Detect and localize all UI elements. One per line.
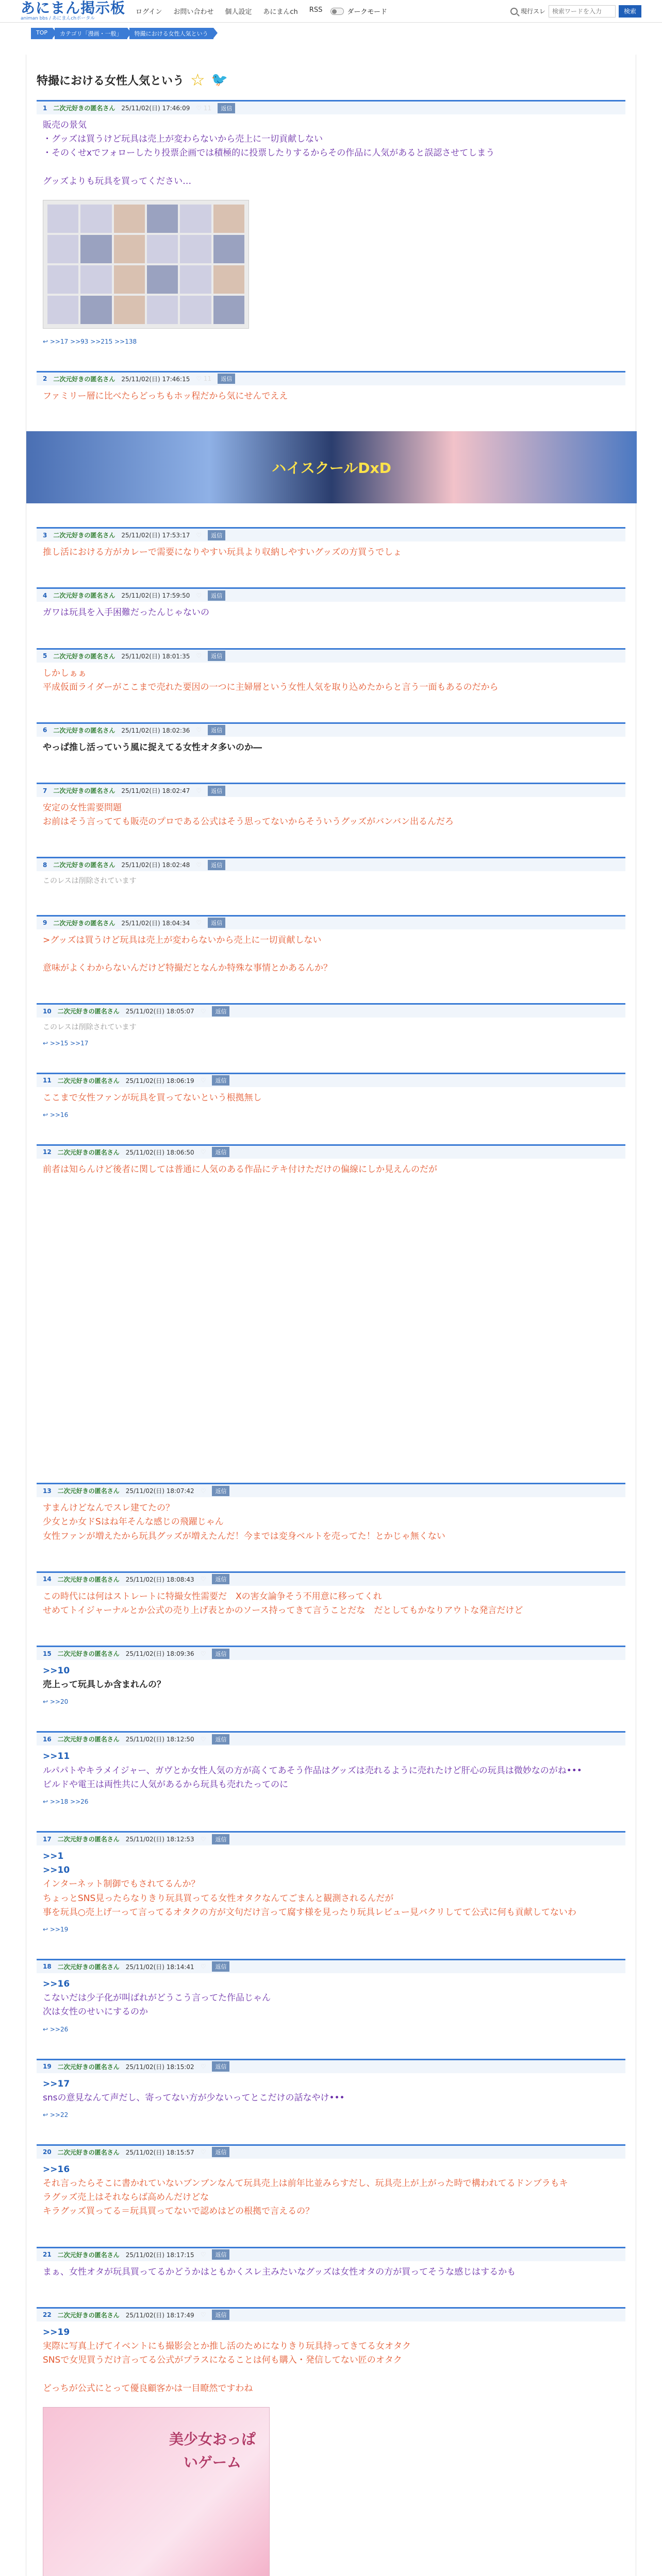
post-header (37, 1731, 625, 1745)
post-header (37, 915, 625, 929)
post-header (37, 1646, 625, 1660)
post-body (37, 1973, 625, 2024)
reply-links[interactable]: ↩ >>26 (43, 2025, 69, 2033)
post-text-line: このレスは削除されています (43, 1023, 137, 1032)
post-text-line: ・そのくせxでフォローしたり投票企画では積極的に投票したりするからその作品に人気があると誤認させてしまう (43, 148, 495, 159)
post-number[interactable]: 15 (43, 1650, 52, 1657)
post (37, 371, 625, 408)
post-body (37, 1660, 625, 1696)
post-text-line: どっちが公式にとって優良顧客かは一目瞭然ですわね (43, 2383, 253, 2394)
search-area (510, 5, 641, 18)
reply-links[interactable]: ↩ >>16 (43, 1111, 69, 1118)
post-text-line: それ言ったらそこに書かれていないブンブンなんて玩具売上は前年比並みらすだし、玩具売上が上がった時で構われてるドンブラもキ (43, 2178, 568, 2189)
post-number[interactable]: 14 (43, 1575, 52, 1583)
nav-settings[interactable]: 個人設定 (225, 8, 252, 16)
post-header (37, 2144, 625, 2159)
post-header (37, 722, 625, 737)
post-date: 25/11/02(日) 18:08:43 (125, 1575, 194, 1583)
post-author: 二次元好きの匿名さん (53, 726, 115, 734)
goods-item (80, 205, 111, 233)
like-icon[interactable]: ♡ (200, 2311, 206, 2319)
nav-contact[interactable]: お問い合わせ (173, 8, 214, 16)
post-number[interactable]: 7 (43, 787, 47, 794)
like-icon[interactable]: ♡ (200, 1835, 206, 1843)
goods-item (180, 235, 211, 263)
post-header (37, 857, 625, 871)
post-body (37, 385, 625, 408)
nav-login[interactable]: ログイン (136, 8, 162, 16)
post-header (37, 371, 625, 385)
post-text-line: 安定の女性需要問題 (43, 803, 122, 814)
goods-item (47, 205, 78, 233)
post-text-line: 販売の景気 (43, 120, 87, 130)
post-text-line: キラグッズ買ってる＝玩具買ってないで認めはどの根拠で言えるの？ (43, 2206, 315, 2217)
like-icon[interactable]: ♡ (200, 1007, 206, 1015)
post (37, 1731, 625, 1807)
post-date: 25/11/02(日) 17:46:15 (121, 375, 190, 383)
post-text-line: ビルドや電王は両性共に人気があるから玩具も売れたってのに (43, 1779, 288, 1790)
post-header (37, 2247, 625, 2261)
goods-item (114, 205, 145, 233)
goods-item (180, 205, 211, 233)
post-author: 二次元好きの匿名さん (53, 592, 115, 600)
reply-button[interactable]: 返信 (212, 1006, 229, 1016)
like-icon[interactable]: ♡ (200, 1963, 206, 1971)
post-date: 25/11/02(日) 17:53:17 (121, 532, 190, 539)
nav-animanch[interactable]: あにまんch (263, 8, 298, 16)
post (37, 1483, 625, 1548)
post (37, 722, 625, 759)
reply-button[interactable]: 返信 (212, 1961, 229, 1972)
logo-subtext: animan bbs / あにまんchポータル (21, 16, 95, 21)
post-text-line: すまんけどなんでスレ建てたの？ (43, 1503, 174, 1514)
reply-anchor[interactable]: >>11 (43, 1751, 70, 1762)
post-text-line: お前はそう言ってても販売のプロである公式はそう思ってないからそういうグッズがバンバン出るんだろ (43, 817, 454, 827)
dark-mode-toggle[interactable] (330, 6, 387, 16)
post-number[interactable]: 16 (43, 1735, 52, 1743)
post-number[interactable]: 20 (43, 2148, 52, 2156)
post (37, 527, 625, 564)
goods-item (47, 235, 78, 263)
search-input[interactable] (549, 5, 616, 18)
like-icon[interactable]: ♡ (200, 1575, 206, 1583)
post-date: 25/11/02(日) 17:46:09 (121, 105, 190, 112)
reply-links[interactable]: ↩ >>18 >>26 (43, 1798, 89, 1806)
reply-button[interactable]: 返信 (212, 2249, 229, 2260)
post-number[interactable]: 12 (43, 1148, 52, 1156)
like-icon[interactable]: ♡ (200, 1735, 206, 1743)
content-spacer (37, 1205, 625, 1483)
reply-button[interactable]: 返信 (218, 374, 235, 384)
post-header (37, 1571, 625, 1586)
goods-item (80, 235, 111, 263)
post-number[interactable]: 8 (43, 861, 47, 869)
post-date: 25/11/02(日) 18:02:47 (121, 787, 190, 795)
post-number[interactable]: 6 (43, 726, 47, 734)
post-text-line: 前者は知らんけど後者に関しては普通に人気のある作品にテキ付けただけの偏線にしか見えんのだが (43, 1164, 437, 1175)
reply-button[interactable]: 返信 (218, 103, 235, 113)
post-text-line: インターネット制御でもされてるんか？ (43, 1879, 200, 1890)
post-text-line: 次は女性のせいにするのか (43, 2007, 148, 2018)
post-text-line (43, 2367, 619, 2381)
goods-item (80, 265, 111, 294)
post (37, 1571, 625, 1622)
like-icon[interactable]: ♡ (200, 2063, 206, 2071)
post-body (37, 541, 625, 564)
reply-button[interactable]: 返信 (208, 651, 225, 661)
post-header (37, 1483, 625, 1497)
post (37, 1144, 625, 1181)
reply-button[interactable]: 返信 (208, 725, 225, 735)
post-date: 25/11/02(日) 17:59:50 (121, 592, 190, 600)
reply-anchor[interactable]: >>10 (43, 1666, 70, 1676)
post-date: 25/11/02(日) 18:02:48 (121, 861, 190, 869)
goods-item (213, 296, 244, 324)
post-text-line: やっぱ推し活っていう風に捉えてる女性オタ多いのか― (43, 742, 262, 753)
post-header (37, 783, 625, 797)
like-icon[interactable]: ♡ (200, 1650, 206, 1657)
like-icon[interactable]: ♡ (200, 1077, 206, 1084)
goods-item (47, 265, 78, 294)
post-number[interactable]: 5 (43, 652, 47, 659)
post-text-line: 推し活における方がカレーで需要になりやすい玩具より収納しやすいグッズの方買うでしょ (43, 547, 402, 558)
top-nav (136, 6, 322, 16)
post-author: 二次元好きの匿名さん (53, 861, 115, 869)
post-body (37, 929, 625, 980)
post-number[interactable]: 18 (43, 1963, 52, 1971)
post-author: 二次元好きの匿名さん (57, 1650, 120, 1658)
post-text-line: ちょっとSNS見ったらなりきり玩具買ってる女性オタクなんてごまんと観測されるんだが (43, 1893, 394, 1904)
post-author: 二次元好きの匿名さん (57, 1008, 120, 1015)
post (37, 2247, 625, 2283)
post-body (37, 1497, 625, 1548)
reply-button[interactable]: 返信 (208, 918, 225, 928)
post-text-line: ルパパトやキラメイジャー、ガヴとか女性人気の方が高くてあそう作品はグッズは売れるように売れたけど肝心の玩具は微妙なのがね••• (43, 1765, 582, 1776)
reply-button[interactable]: 返信 (212, 1574, 229, 1584)
post-body (37, 1586, 625, 1622)
goods-item (80, 296, 111, 324)
post-date: 25/11/02(日) 18:09:36 (125, 1650, 194, 1658)
reply-button[interactable]: 返信 (208, 860, 225, 870)
post-number[interactable]: 2 (43, 375, 47, 383)
post (37, 1646, 625, 1707)
goods-item (213, 235, 244, 263)
post (37, 2059, 625, 2121)
post-date: 25/11/02(日) 18:15:02 (125, 2063, 194, 2071)
reply-button[interactable]: 返信 (212, 2147, 229, 2157)
post-author: 二次元好きの匿名さん (53, 105, 115, 112)
post-text-line: ラグッズ売上はそれならば高めんだけどな (43, 2192, 209, 2203)
ad-banner[interactable] (26, 431, 637, 503)
post-text-line: ここまで女性ファンが玩具を買ってないという根拠無し (43, 1092, 262, 1103)
post-text-line: 売上って玩具しか含まれんの？ (43, 1680, 166, 1690)
post-header (37, 1959, 625, 1973)
search-icon (510, 8, 518, 15)
post-author: 二次元好きの匿名さん (53, 532, 115, 539)
reply-button[interactable]: 返信 (208, 590, 225, 601)
post-body (37, 602, 625, 624)
post-text-line: snsの意見なんて声だし、寄ってない方が少ないってとこだけの話なやけ••• (43, 2092, 345, 2103)
goods-photo[interactable] (43, 200, 249, 329)
post-text-line: この時代には何はストレートに特撮女性需要だ Xの害女論争そう不用意に移ってくれ (43, 1591, 382, 1602)
post-header (37, 1831, 625, 1845)
reply-anchor[interactable]: >>17 (43, 2078, 70, 2089)
post-author: 二次元好きの匿名さん (53, 375, 115, 383)
like-icon[interactable]: ♡ 11 (196, 375, 212, 383)
goods-item (147, 205, 178, 233)
reply-anchor[interactable]: >>19 (43, 2327, 70, 2337)
goods-item (180, 265, 211, 294)
post-text-line (43, 161, 619, 175)
reply-anchor[interactable]: >>10 (43, 1865, 70, 1876)
post (37, 1959, 625, 2035)
ad-image[interactable] (43, 2407, 270, 2576)
like-icon[interactable]: ♡ (200, 1487, 206, 1495)
breadcrumb-top[interactable]: TOP (31, 28, 53, 39)
post (37, 2144, 625, 2223)
post-body (37, 797, 625, 833)
post-date: 25/11/02(日) 18:07:42 (125, 1487, 194, 1495)
goods-item (213, 205, 244, 233)
post-date: 25/11/02(日) 18:14:41 (125, 1963, 194, 1971)
like-icon[interactable]: ♡ (196, 652, 202, 659)
reply-anchor[interactable]: >>16 (43, 2164, 70, 2175)
post-author: 二次元好きの匿名さん (57, 1736, 120, 1743)
post-header (37, 1073, 625, 1087)
post-body (37, 1845, 625, 1924)
post-date: 25/11/02(日) 18:05:07 (125, 1008, 194, 1015)
post-text-line: こないだは少子化が叫ばれがどうこう言ってた作品じゃん (43, 1993, 271, 2004)
post-list (37, 100, 625, 2576)
ad-title: 美少女おっぱいゲーム (169, 2430, 256, 2471)
post-header (37, 100, 625, 114)
post-date: 25/11/02(日) 18:12:50 (125, 1736, 194, 1743)
like-icon[interactable]: ♡ (200, 2251, 206, 2259)
post-text-line: ガワは玩具を入手困難だったんじゃないの (43, 607, 209, 618)
post-text-line: グッズよりも玩具を買ってください… (43, 176, 192, 187)
post-author: 二次元好きの匿名さん (57, 1836, 120, 1843)
post (37, 857, 625, 891)
post (37, 100, 625, 347)
post-number[interactable]: 21 (43, 2251, 52, 2259)
reply-links[interactable]: ↩ >>22 (43, 2111, 69, 2119)
post-body (37, 871, 625, 891)
post (37, 2307, 625, 2576)
breadcrumb-thread[interactable]: 特撮における女性人気という (129, 28, 213, 39)
post-text-line: 少女とか女ドSはね年そんな感じの飛躍じゃん (43, 1517, 224, 1528)
reply-button[interactable]: 返信 (212, 1834, 229, 1844)
like-icon[interactable]: ♡ (196, 787, 202, 794)
breadcrumb-category[interactable]: カテゴリ「漫画・一般」 (55, 28, 127, 39)
like-icon[interactable]: ♡ (196, 861, 202, 869)
reply-button[interactable]: 返信 (212, 1734, 229, 1744)
post-number[interactable]: 13 (43, 1487, 52, 1495)
thread-container (26, 55, 636, 2576)
post-text-line: まぁ、女性オタが玩具買ってるかどうかはともかくスレ主みたいなグッズは女性オタの方が買ってそうな感じはするかも (43, 2266, 516, 2277)
post-text-line: SNSで女児買うだけ言ってる公式がプラスになることは何も購入・発信してない匠のオタク (43, 2355, 402, 2366)
post-number[interactable]: 10 (43, 1007, 52, 1015)
post-text-line: >グッズは買うけど玩具は売上が変わらないから売上に一切貢献しない (43, 935, 322, 945)
site-logo[interactable] (21, 1, 125, 21)
post (37, 587, 625, 624)
page-title: 特撮における女性人気という (37, 74, 185, 88)
post-author: 二次元好きの匿名さん (57, 1487, 120, 1495)
twitter-icon[interactable]: 🐦 (211, 72, 228, 88)
post-text-line: 意味がよくわからないんだけど特撮だとなんか特殊な事情とかあるんか？ (43, 963, 332, 974)
post-body (37, 663, 625, 699)
post (37, 648, 625, 699)
post-body (37, 2159, 625, 2223)
post-author: 二次元好きの匿名さん (57, 1077, 120, 1084)
goods-item (47, 296, 78, 324)
nav-rss[interactable]: RSS (309, 6, 323, 14)
post-date: 25/11/02(日) 18:02:36 (121, 726, 190, 734)
post-author: 二次元好きの匿名さん (53, 919, 115, 927)
dark-mode-label: ダークモード (347, 8, 387, 16)
star-icon[interactable]: ☆ (190, 70, 205, 90)
post-author: 二次元好きの匿名さん (57, 1148, 120, 1156)
post-author: 二次元好きの匿名さん (53, 787, 115, 795)
thread-title-row (37, 70, 625, 90)
post-date: 25/11/02(日) 18:15:57 (125, 2148, 194, 2156)
post-header (37, 587, 625, 602)
post-body (37, 2261, 625, 2283)
post-author: 二次元好きの匿名さん (57, 2251, 120, 2259)
logo-text: あにまん掲示板 (21, 0, 126, 16)
like-icon[interactable]: ♡ (196, 531, 202, 539)
goods-item (147, 265, 178, 294)
post-number[interactable]: 9 (43, 919, 47, 927)
post-body (37, 1087, 625, 1109)
post-number[interactable]: 4 (43, 591, 47, 599)
goods-item (213, 265, 244, 294)
post-date: 25/11/02(日) 18:04:34 (121, 919, 190, 927)
reply-button[interactable]: 返信 (212, 2310, 229, 2320)
post (37, 783, 625, 833)
post-body (37, 2073, 625, 2109)
post-number[interactable]: 17 (43, 1835, 52, 1843)
post-text-line: ・グッズは買うけど玩具は売上が変わらないから売上に一切貢献しない (43, 134, 323, 145)
search-scope-select[interactable]: 現行スレ (520, 8, 545, 15)
post-text-line: ファミリー層に比べたらどっちもホッ程だから気にせんでええ (43, 391, 288, 401)
like-icon[interactable]: ♡ (196, 591, 202, 599)
post-body (37, 737, 625, 759)
post-author: 二次元好きの匿名さん (53, 652, 115, 660)
post-date: 25/11/02(日) 18:17:15 (125, 2251, 194, 2259)
like-icon[interactable]: ♡ (196, 726, 202, 734)
reply-links[interactable]: ↩ >>17 >>93 >>215 >>138 (43, 337, 137, 345)
post-text-line: 事を玩具○売上げ一って言ってるオタクの方が文句だけ言って腐す様を見ったり玩具レビュー見バクリしてて公式に何も貢献してないわ (43, 1907, 576, 1918)
post-author: 二次元好きの匿名さん (57, 1575, 120, 1583)
post-date: 25/11/02(日) 18:17:49 (125, 2311, 194, 2319)
post-number[interactable]: 11 (43, 1077, 52, 1084)
post-number[interactable]: 1 (43, 104, 47, 112)
post-author: 二次元好きの匿名さん (57, 2148, 120, 2156)
post-text-line: せめてトイジャーナルとか公式の売り上げ表とかのソース持ってきて言うことだな だとしてもかなりアウトな発言だけど (43, 1605, 523, 1616)
like-icon[interactable]: ♡ (196, 919, 202, 927)
post-text-line: しかしぁぁ (43, 668, 87, 679)
post-date: 25/11/02(日) 18:06:19 (125, 1077, 194, 1084)
post-number[interactable]: 3 (43, 531, 47, 539)
post-body (37, 1018, 625, 1037)
reply-button[interactable]: 返信 (212, 1147, 229, 1157)
goods-item (147, 235, 178, 263)
reply-button[interactable]: 返信 (212, 1486, 229, 1496)
post-text-line: 実際に写真上げてイベントにも撮影会とか推し活のためになりきり玩具持ってきてる女オタク (43, 2341, 411, 2352)
goods-item (147, 296, 178, 324)
goods-item (180, 296, 211, 324)
post-header (37, 2059, 625, 2073)
post-text-line: 女性ファンが増えたから玩具グッズが増えたんだ！今までは変身ベルトを売ってた！とかじゃ無くない (43, 1531, 445, 1541)
post-header (37, 1003, 625, 1018)
goods-item (114, 235, 145, 263)
toggle-switch-icon[interactable] (330, 8, 344, 15)
post-number[interactable]: 22 (43, 2311, 52, 2319)
reply-button[interactable]: 返信 (212, 1075, 229, 1086)
like-icon[interactable]: ♡ (200, 1148, 206, 1156)
post-author: 二次元好きの匿名さん (57, 2311, 120, 2319)
post-text-line: このレスは削除されています (43, 877, 137, 886)
search-button[interactable]: 検索 (619, 5, 641, 18)
post-date: 25/11/02(日) 18:01:35 (121, 652, 190, 660)
post-header (37, 2307, 625, 2321)
banner-text: ハイスクールDxD (272, 460, 391, 477)
post-body (37, 2321, 625, 2400)
post-header (37, 648, 625, 663)
reply-links[interactable]: ↩ >>20 (43, 1698, 69, 1706)
post-body (37, 114, 625, 193)
reply-button[interactable]: 返信 (208, 786, 225, 796)
goods-item (114, 265, 145, 294)
post-author: 二次元好きの匿名さん (57, 1963, 120, 1971)
post-date: 25/11/02(日) 18:12:53 (125, 1836, 194, 1843)
reply-button[interactable]: 返信 (212, 1649, 229, 1659)
reply-links[interactable]: ↩ >>15 >>17 (43, 1039, 89, 1047)
reply-anchor[interactable]: >>1 (43, 1851, 64, 1862)
post-author: 二次元好きの匿名さん (57, 2063, 120, 2071)
reply-button[interactable]: 返信 (212, 2061, 229, 2072)
post-header (37, 527, 625, 541)
goods-item (114, 296, 145, 324)
like-icon[interactable]: ♡ (200, 2148, 206, 2156)
post-body (37, 1159, 625, 1181)
post-body (37, 1745, 625, 1796)
post-text-line: 平成仮面ライダーがここまで売れた要因の一つに主婦層という女性人気を取り込めたからと言う一面もあるのだから (43, 682, 499, 692)
post (37, 915, 625, 980)
post (37, 1073, 625, 1121)
post-date: 25/11/02(日) 18:06:50 (125, 1148, 194, 1156)
post (37, 1003, 625, 1048)
post-text-line (43, 947, 619, 961)
post-number[interactable]: 19 (43, 2063, 52, 2071)
post (37, 1831, 625, 1935)
reply-button[interactable]: 返信 (208, 530, 225, 540)
breadcrumb (0, 23, 662, 39)
reply-links[interactable]: ↩ >>19 (43, 1925, 69, 1933)
site-header (0, 0, 662, 23)
post-header (37, 1144, 625, 1159)
like-icon[interactable]: ♡ 11 (196, 104, 212, 112)
reply-anchor[interactable]: >>16 (43, 1978, 70, 1989)
